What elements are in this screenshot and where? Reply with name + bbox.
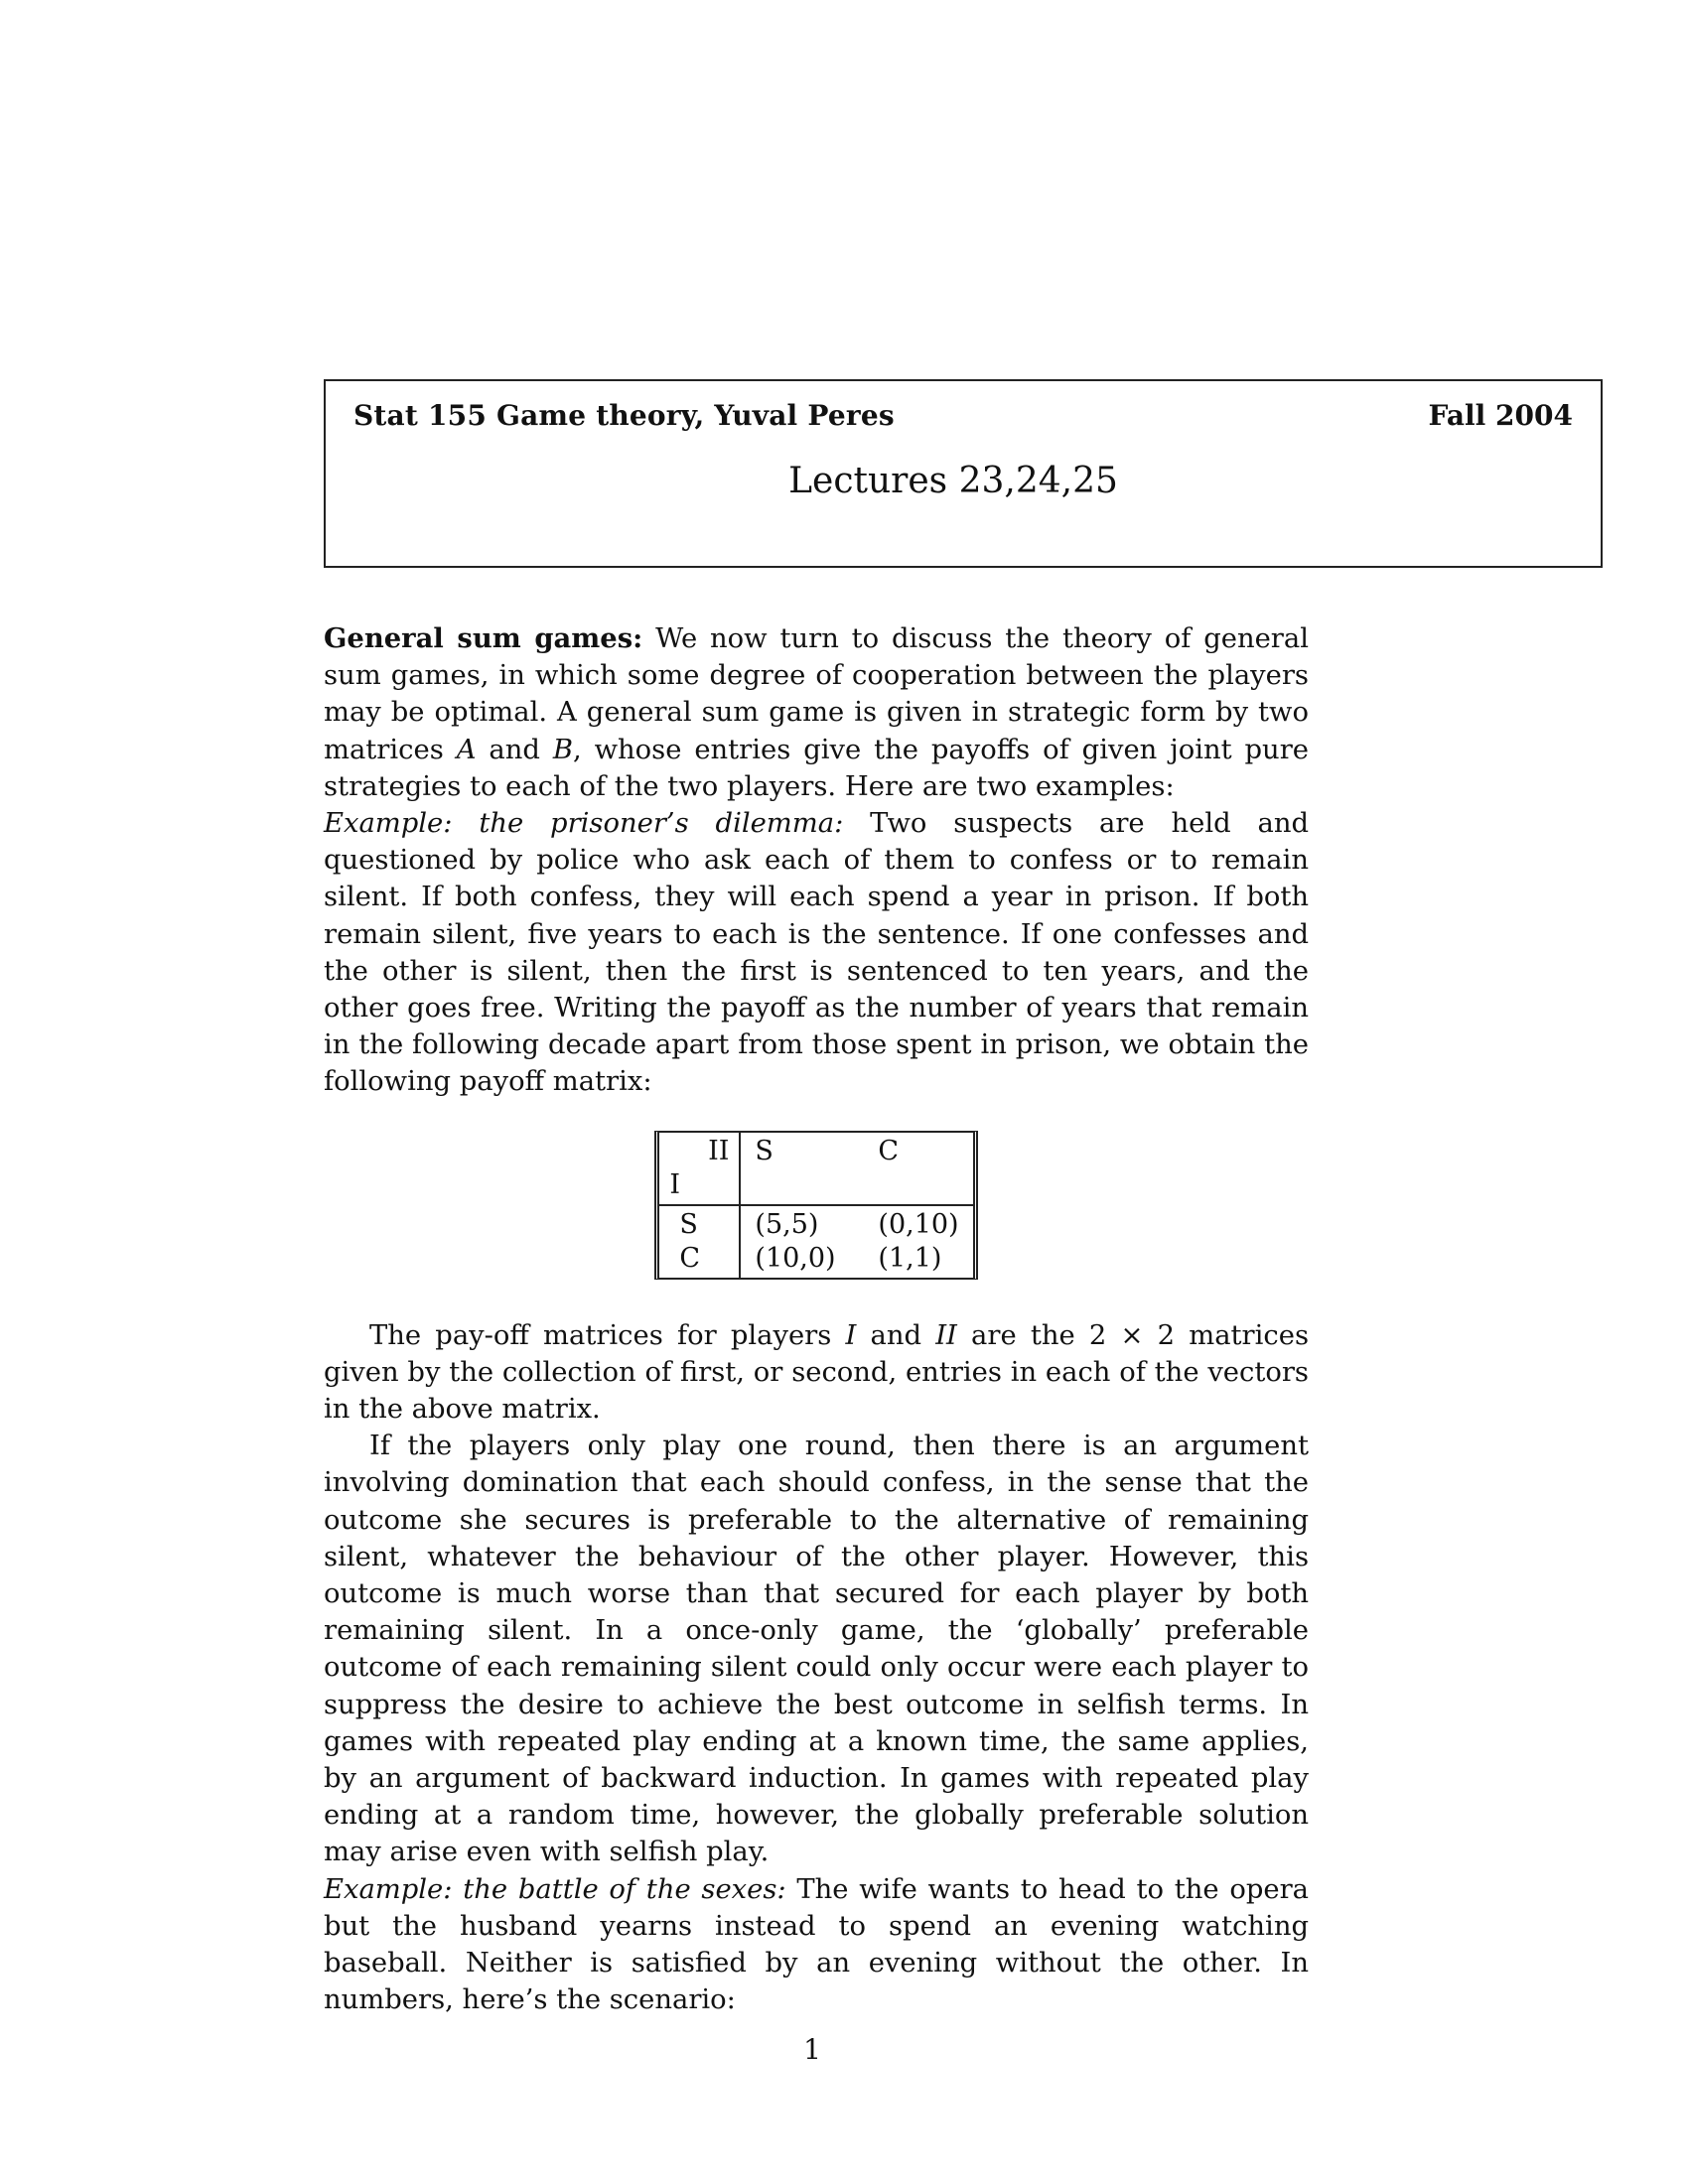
math-symbol: I	[845, 1319, 857, 1351]
main-content	[324, 620, 1309, 2019]
row-label: C	[679, 1242, 701, 1274]
paragraph-prisoners-dilemma	[324, 805, 1309, 1101]
example-lead: Example: the battle of the sexes:	[324, 1873, 786, 1905]
matrix-cells	[741, 1206, 972, 1278]
row-label: S	[679, 1208, 698, 1240]
col-label: C	[878, 1135, 900, 1166]
math-symbol: II	[935, 1319, 957, 1351]
paragraph-battle-of-sexes	[324, 1871, 1309, 2019]
matrix-cell: (10,0)	[755, 1242, 836, 1274]
section-lead: General sum games:	[324, 622, 643, 654]
lecture-title	[326, 461, 1601, 501]
paragraph-text: Two suspects are held and questioned by police who ask each of them to confess or to remain silent. If both confess, they will each spend a year in prison. If both remain silent, five years to each is the sentence. If one confesses and the other is silent, then the first is sentenced to ten years, and the other goes free. Writing the payoff as the number of years that remain in the following decade apart from those spent in prison, we obtain the following payoff matrix:	[324, 808, 1309, 1098]
page-number: 1	[803, 2033, 821, 2066]
paragraph-text: and	[856, 1319, 936, 1351]
math-symbol: B	[552, 734, 573, 765]
paragraph-text: , whose entries give the payoffs of given joint pure strategies to each of the two players. Here are two examples:	[324, 734, 1309, 802]
row-player-label: I	[669, 1168, 681, 1200]
paragraph-text: are the 2 × 2 matrices given by the collection of first, or second, entries in each of the vectors in the above matrix.	[324, 1319, 1309, 1426]
paragraph-text: We now turn to discuss the theory of general sum games, in which some degree of cooperation between the players may be optimal. A general sum game is given in strategic form by two matrices	[324, 623, 1309, 765]
paragraph-text: The wife wants to head to the opera but the husband yearns instead to spend an evening watching baseball. Neither is satisfied by an evening without the other. In numbers, here’s the scenario:	[324, 1873, 1309, 2016]
matrix-row	[755, 1242, 958, 1276]
payoff-matrix-wrap	[324, 1131, 1309, 1280]
paragraph-general-sum	[324, 620, 1309, 805]
paragraph-one-round: If the players only play one round, then there is an argument involving domination that each should confess, in the sense that the outcome she secures is preferable to the alternative of remaining silent, whatever the behaviour of the other player. However, this outcome is much worse than that secured for each player by both remaining silent. In a once-only game, the ‘globally’ preferable outcome of each remaining silent could only occur were each player to suppress the desire to achieve the best outcome in selfish terms. In games with repeated play ending at a known time, the same applies, by an argument of backward induction. In games with repeated play ending at a random time, however, the globally preferable solution may arise even with selfish play.	[324, 1431, 1309, 1868]
paragraph-payoff-matrices	[324, 1317, 1309, 1429]
example-lead: Example: the prisoner’s dilemma:	[324, 808, 844, 840]
math-symbol: A	[456, 734, 477, 765]
matrix-row-headers	[659, 1206, 741, 1278]
lecture-title-text: Lectures 23,24,25	[788, 461, 1118, 501]
header-box	[324, 379, 1603, 568]
col-label: S	[755, 1135, 774, 1166]
paragraph-text: The pay-off matrices for players	[369, 1319, 846, 1351]
matrix-corner	[659, 1133, 741, 1206]
matrix-row	[755, 1208, 958, 1242]
paragraph-text: and	[476, 734, 553, 765]
matrix-cell: (1,1)	[878, 1242, 942, 1274]
term-label: Fall 2004	[1428, 399, 1573, 432]
matrix-cell: (5,5)	[755, 1208, 819, 1240]
course-title: Stat 155 Game theory, Yuval Peres	[353, 399, 895, 432]
matrix-col-headers	[741, 1133, 972, 1206]
matrix-cell: (0,10)	[878, 1208, 959, 1240]
col-player-label: II	[708, 1135, 730, 1166]
payoff-matrix	[654, 1131, 977, 1280]
